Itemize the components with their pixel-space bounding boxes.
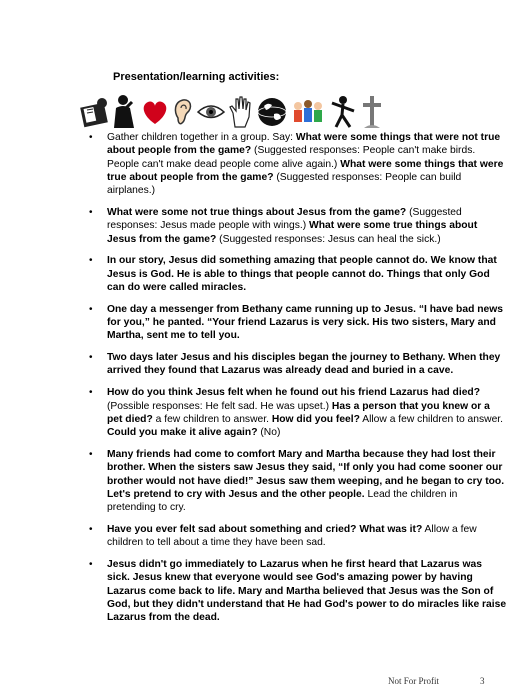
list-item (87, 131, 507, 197)
list-item (87, 254, 507, 294)
bold-text-run: Could you make it alive again? (107, 427, 258, 439)
heart-icon (140, 97, 170, 127)
page-number: 3 (480, 676, 485, 686)
eye-icon (196, 101, 226, 123)
hand-icon (228, 95, 254, 129)
section-heading: Presentation/learning activities: (113, 71, 280, 83)
text-run: (No) (257, 427, 281, 439)
bold-text-run: What were some true things about Jesus from the game? (107, 220, 478, 245)
bold-text-run: Jesus didn't go immediately to Lazarus when he first heard that Lazarus was sick. Jesus knew that everyone would see God's amazing power by having Lazarus come back to life. Mary and Martha believed that Jesus was the Son of God, but they didn't understand that He had God's power to do miracles like raise Lazarus from the dead. (107, 559, 507, 624)
bold-text-run: How did you feel? (271, 413, 360, 425)
text-run: Gather children together in a group. Say: (107, 132, 296, 143)
dancing-person-icon (328, 95, 358, 129)
cross-icon (360, 94, 384, 130)
children-group-icon (290, 96, 326, 128)
globe-icon (256, 96, 288, 128)
bullet-marker: • (89, 352, 93, 364)
text-run: (Suggested responses: Jesus can heal the sick.) (216, 233, 441, 245)
list-item (87, 523, 507, 550)
text-run: (Possible responses: He felt sad. He was upset.) (107, 400, 332, 412)
bullet-marker: • (89, 523, 93, 535)
bullet-marker: • (89, 206, 93, 218)
text-run: a few children to answer. (152, 413, 272, 425)
bullet-marker: • (89, 387, 93, 399)
activity-bullet-list (87, 131, 507, 633)
praying-person-icon (112, 94, 138, 130)
bold-text-run: In our story, Jesus did something amazing that people cannot do. We know that Jesus is God. He is able to things that people cannot do. Things that only God can do were called miracles. (107, 255, 497, 293)
list-item (87, 206, 507, 246)
bold-text-run: Two days later Jesus and his disciples began the journey to Bethany. When they arrived they found that Lazarus was already dead and buried in a cave. (107, 352, 501, 377)
bullet-marker: • (89, 559, 93, 571)
bold-text-run: Many friends had come to comfort Mary and Martha because they had lost their brother. When the sisters saw Jesus they said, “If only you had come sooner our brother would not have died!” Jesus saw them weeping, and he began to cry too. Let's pretend to cry with Jesus and the other people. (107, 448, 505, 500)
text-run: Lead the children in pretending to cry. (107, 488, 458, 514)
bullet-marker: • (89, 132, 93, 143)
list-item (87, 351, 507, 378)
bold-text-run: What were some things that were not true about people from the game? (107, 132, 501, 157)
bold-text-run: Has a person that you knew or a pet died? (107, 400, 490, 425)
ear-icon (172, 96, 194, 128)
bold-text-run: Have you ever felt sad about something and cried? What was it? (107, 523, 423, 535)
text-run: (Suggested responses: Jesus made people with wings.) (107, 206, 462, 232)
list-item (87, 448, 507, 514)
footer-label: Not For Profit (388, 676, 440, 686)
bold-text-run: One day a messenger from Bethany came running up to Jesus. “I have bad news for you,” he panted. “Your friend Lazarus is very sick. His two sisters, Mary and Martha, sent me to tell you. (107, 303, 503, 342)
list-item (87, 386, 507, 439)
list-item (87, 558, 507, 624)
book-reading-icon (80, 95, 110, 129)
bullet-marker: • (89, 255, 93, 267)
bullet-marker: • (89, 303, 93, 315)
bold-text-run: How do you think Jesus felt when he found out his friend Lazarus had died? (107, 387, 480, 399)
list-item (87, 303, 507, 343)
bullet-marker: • (89, 448, 93, 460)
bold-text-run: What were some things that were true about people from the game? (107, 158, 504, 183)
text-run: Allow a few children to answer. (359, 413, 504, 425)
bold-text-run: What were some not true things about Jesus from the game? (107, 206, 407, 218)
text-run: (Suggested responses: People can build airplanes.) (107, 171, 462, 197)
activity-icon-strip (80, 92, 400, 132)
text-run: (Suggested responses: People can't make birds. People can't make dead people come alive again.) (107, 145, 476, 170)
text-run: Allow a few children to tell about a time they have been sad. (107, 523, 477, 549)
